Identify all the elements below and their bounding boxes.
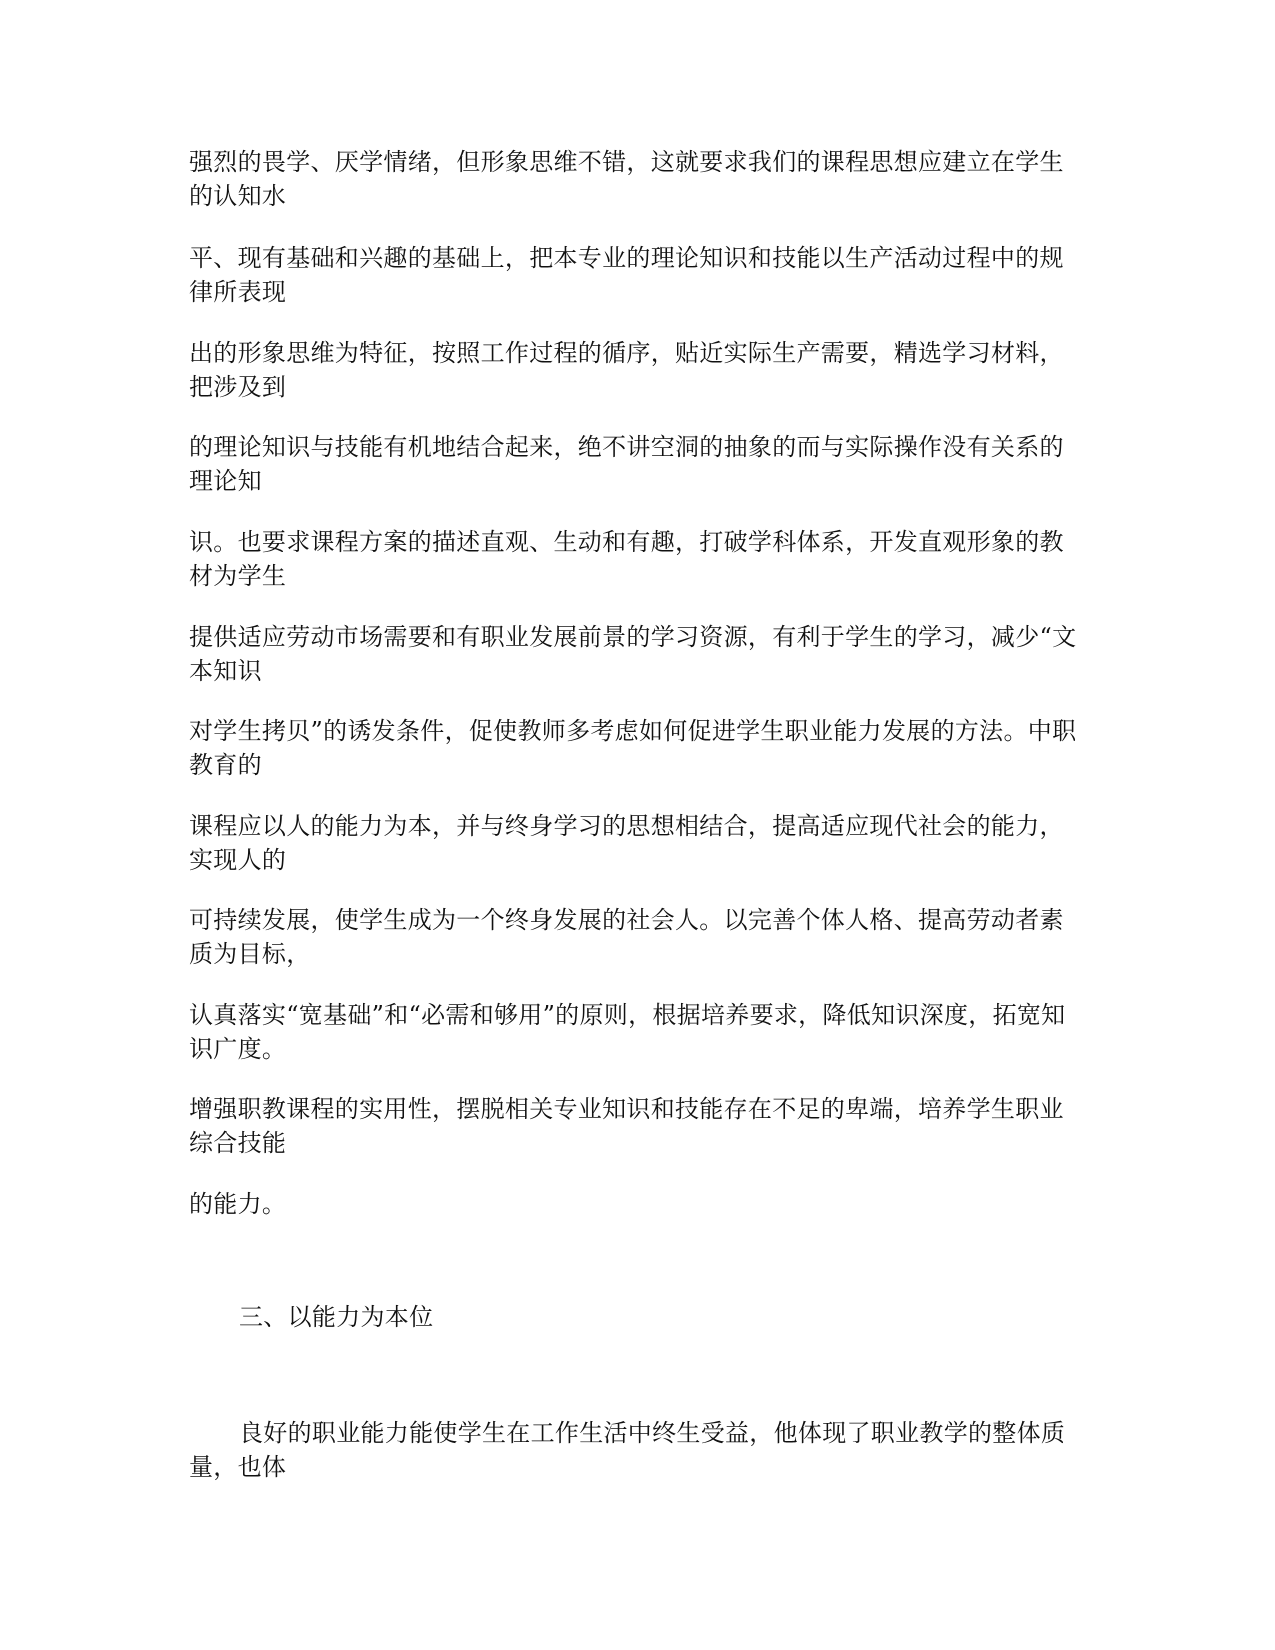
paragraph-11 [189, 1092, 1094, 1160]
paragraph-7 [189, 714, 1094, 782]
text-line: 识广度。 [189, 1035, 287, 1063]
text-line: 理论知 [189, 467, 262, 495]
text-line: 强烈的畏学、厌学情绪，但形象思维不错，这就要求我们的课程思想应建立在学生 [189, 148, 1064, 176]
text-line: 增强职教课程的实用性，摆脱相关专业知识和技能存在不足的卑端，培养学生职业 [189, 1095, 1064, 1123]
text-line: 教育的 [189, 751, 262, 779]
text-line: 可持续发展，使学生成为一个终身发展的社会人。以完善个体人格、提高劳动者素 [189, 906, 1064, 934]
text-line: 提供适应劳动市场需要和有职业发展前景的学习资源，有利于学生的学习，减少“文 [189, 623, 1077, 651]
section-heading: 三、以能力为本位 [239, 1303, 434, 1331]
text-line: 把涉及到 [189, 373, 287, 401]
text-line: 的理论知识与技能有机地结合起来，绝不讲空洞的抽象的而与实际操作没有关系的 [189, 433, 1064, 461]
paragraph-2 [189, 241, 1094, 309]
paragraph-final [189, 1416, 1094, 1484]
text-line: 对学生拷贝”的诱发条件，促使教师多考虑如何促进学生职业能力发展的方法。中职 [189, 717, 1077, 745]
paragraph-1 [189, 145, 1094, 213]
text-line: 实现人的 [189, 846, 287, 874]
paragraph-12 [189, 1187, 1094, 1221]
text-line: 律所表现 [189, 278, 287, 306]
text-line: 认真落实“宽基础”和“必需和够用”的原则，根据培养要求，降低知识深度，拓宽知 [189, 1001, 1066, 1029]
text-line: 量，也体 [189, 1453, 287, 1481]
text-line: 的认知水 [189, 182, 287, 210]
paragraph-6 [189, 620, 1094, 688]
text-line: 课程应以人的能力为本，并与终身学习的思想相结合，提高适应现代社会的能力， [189, 812, 1064, 840]
paragraph-8 [189, 809, 1094, 877]
text-line: 的能力。 [189, 1190, 287, 1218]
paragraph-10 [189, 998, 1094, 1066]
text-line: 识。也要求课程方案的描述直观、生动和有趣，打破学科体系，开发直观形象的教 [189, 528, 1064, 556]
paragraph-9 [189, 903, 1094, 971]
text-line: 质为目标， [189, 940, 311, 968]
paragraph-5 [189, 525, 1094, 593]
text-line: 平、现有基础和兴趣的基础上，把本专业的理论知识和技能以生产活动过程中的规 [189, 244, 1064, 272]
text-line: 材为学生 [189, 562, 287, 590]
text-line: 综合技能 [189, 1129, 287, 1157]
text-line: 出的形象思维为特征，按照工作过程的循序，贴近实际生产需要，精选学习材料， [189, 339, 1064, 367]
paragraph-3 [189, 336, 1094, 404]
text-line: 本知识 [189, 657, 262, 685]
text-line: 良好的职业能力能使学生在工作生活中终生受益，他体现了职业教学的整体质 [239, 1419, 1066, 1447]
paragraph-4 [189, 430, 1094, 498]
